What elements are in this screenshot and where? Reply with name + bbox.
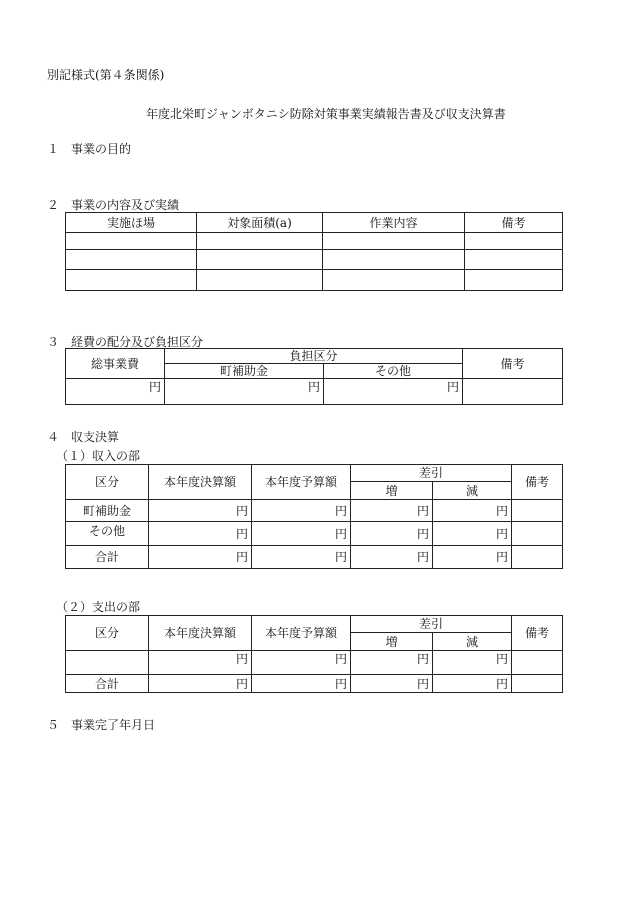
yen-cell: 円 bbox=[165, 379, 324, 405]
header-actual: 本年度決算額 bbox=[149, 616, 252, 651]
header-other: その他 bbox=[324, 364, 463, 379]
table-row bbox=[66, 675, 563, 693]
expense-heading: （２）支出の部 bbox=[56, 600, 141, 614]
header-burden: 負担区分 bbox=[165, 349, 463, 364]
yen-cell: 円 bbox=[252, 546, 351, 569]
header-budget: 本年度予算額 bbox=[252, 465, 351, 500]
section-2-heading: ２ 事業の内容及び実績 bbox=[47, 198, 180, 212]
header-notes: 備考 bbox=[463, 349, 563, 379]
yen-cell: 円 bbox=[252, 675, 351, 693]
row-label: 合計 bbox=[66, 675, 149, 693]
header-increase: 増 bbox=[351, 482, 433, 500]
yen-cell: 円 bbox=[149, 675, 252, 693]
income-table bbox=[65, 464, 563, 569]
header-notes: 備考 bbox=[465, 213, 563, 233]
table-row bbox=[66, 250, 563, 270]
yen-cell: 円 bbox=[433, 522, 512, 546]
header-budget: 本年度予算額 bbox=[252, 616, 351, 651]
table-row bbox=[66, 500, 563, 522]
expense-table bbox=[65, 615, 563, 693]
form-label: 別記様式(第４条関係) bbox=[47, 68, 165, 82]
yen-cell: 円 bbox=[66, 379, 165, 405]
yen-cell: 円 bbox=[351, 675, 433, 693]
header-decrease: 減 bbox=[433, 482, 512, 500]
yen-cell: 円 bbox=[351, 651, 433, 675]
header-notes: 備考 bbox=[512, 465, 563, 500]
yen-cell: 円 bbox=[351, 546, 433, 569]
header-notes: 備考 bbox=[512, 616, 563, 651]
yen-cell: 円 bbox=[351, 522, 433, 546]
row-label: その他 bbox=[66, 522, 149, 546]
header-difference: 差引 bbox=[351, 465, 512, 482]
income-heading: （１）収入の部 bbox=[56, 449, 141, 463]
table-row bbox=[66, 546, 563, 569]
row-label bbox=[66, 651, 149, 675]
section-4-heading: ４ 収支決算 bbox=[47, 430, 120, 444]
document-title: 年度北栄町ジャンボタニシ防除対策事業実績報告書及び収支決算書 bbox=[146, 107, 506, 121]
header-town-subsidy: 町補助金 bbox=[165, 364, 324, 379]
table-row bbox=[66, 270, 563, 291]
yen-cell: 円 bbox=[149, 546, 252, 569]
yen-cell: 円 bbox=[351, 500, 433, 522]
yen-cell: 円 bbox=[149, 500, 252, 522]
header-total: 総事業費 bbox=[66, 349, 165, 379]
yen-cell: 円 bbox=[324, 379, 463, 405]
yen-cell: 円 bbox=[433, 546, 512, 569]
header-actual: 本年度決算額 bbox=[149, 465, 252, 500]
yen-cell: 円 bbox=[252, 522, 351, 546]
header-difference: 差引 bbox=[351, 616, 512, 633]
yen-cell: 円 bbox=[433, 500, 512, 522]
section-3-heading: ３ 経費の配分及び負担区分 bbox=[47, 335, 204, 349]
yen-cell: 円 bbox=[149, 522, 252, 546]
header-increase: 増 bbox=[351, 633, 433, 651]
yen-cell: 円 bbox=[252, 500, 351, 522]
row-label: 合計 bbox=[66, 546, 149, 569]
table-row bbox=[66, 379, 563, 405]
section-5-heading: ５ 事業完了年月日 bbox=[47, 718, 156, 732]
cost-allocation-table bbox=[65, 348, 563, 405]
header-work: 作業内容 bbox=[323, 213, 465, 233]
header-category: 区分 bbox=[66, 465, 149, 500]
table-row bbox=[66, 651, 563, 675]
header-area: 対象面積(a) bbox=[197, 213, 323, 233]
header-category: 区分 bbox=[66, 616, 149, 651]
yen-cell: 円 bbox=[433, 651, 512, 675]
work-results-table bbox=[65, 212, 563, 291]
table-row bbox=[66, 522, 563, 546]
yen-cell: 円 bbox=[433, 675, 512, 693]
header-field: 実施ほ場 bbox=[66, 213, 197, 233]
section-1-heading: １ 事業の目的 bbox=[47, 142, 132, 156]
table-row bbox=[66, 233, 563, 250]
header-decrease: 減 bbox=[433, 633, 512, 651]
yen-cell: 円 bbox=[252, 651, 351, 675]
row-label: 町補助金 bbox=[66, 500, 149, 522]
yen-cell: 円 bbox=[149, 651, 252, 675]
